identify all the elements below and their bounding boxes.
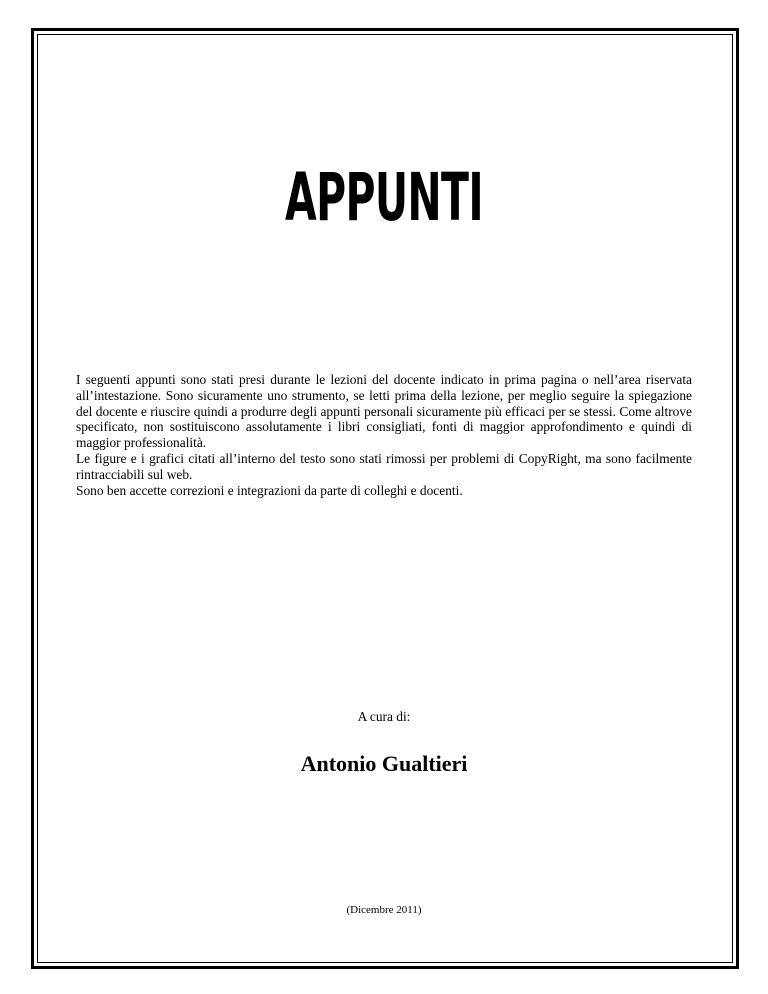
document-date: (Dicembre 2011) bbox=[346, 904, 422, 916]
intro-paragraph: Sono ben accette correzioni e integrazioni da parte di colleghi e docenti. bbox=[76, 482, 463, 498]
curator-label: A cura di: bbox=[357, 709, 411, 724]
intro-paragraph: I seguenti appunti sono stati presi durante le lezioni del docente indicato in prima pagina o nell’area riservata all’intestazione. Sono sicuramente uno strumento, se letti prima della lezione, per meglio seguire la spiegazione del docente e riuscire quindi a produrre degli appunti personali sicuramente più efficaci per se stessi. Come altrove specificato, non sostituiscono assolutamente i libri consigliati, fonti di maggior approfondimento e quindi di maggior professionalità. bbox=[76, 372, 692, 451]
intro-paragraph: Le figure e i grafici citati all’interno del testo sono stati rimossi per problemi di CopyRight, ma sono facilmente rintracciabili sul web. bbox=[76, 450, 692, 482]
document-title: APPUNTI bbox=[285, 159, 483, 236]
intro-text bbox=[76, 372, 692, 498]
author-name: Antonio Gualtieri bbox=[300, 751, 468, 776]
